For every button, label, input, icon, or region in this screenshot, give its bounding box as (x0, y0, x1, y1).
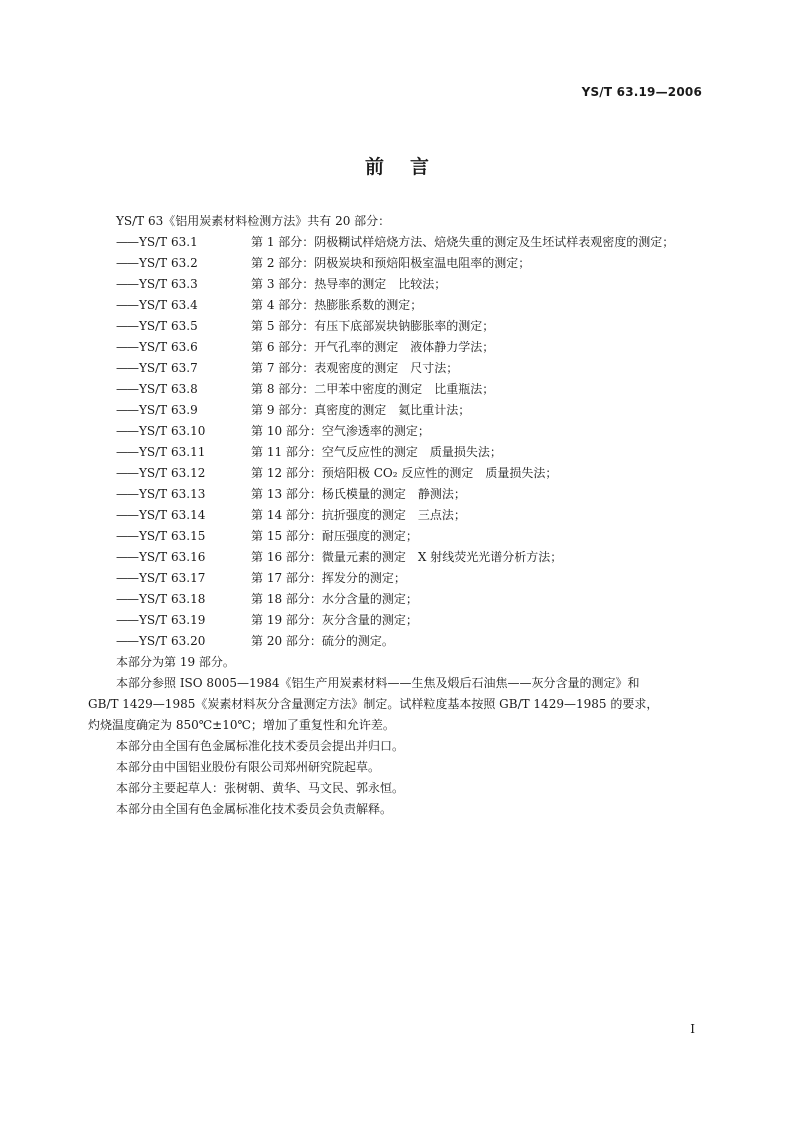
list-item: ——YS/T 63.8 第 8 部分：二甲苯中密度的测定 比重瓶法； (116, 382, 495, 396)
list-item: ——YS/T 63.7 第 7 部分：表观密度的测定 尺寸法； (116, 361, 459, 375)
list-item: ——YS/T 63.18 第 18 部分：水分含量的测定； (116, 592, 418, 606)
list-item: ——YS/T 63.3 第 3 部分：热导率的测定 比较法； (116, 277, 447, 291)
paragraph-proposed-by: 本部分由全国有色金属标准化技术委员会提出并归口。 (116, 739, 405, 753)
paragraph-reference-cont: GB/T 1429—1985《炭素材料灰分含量测定方法》制定。试样粒度基本按照 GB/T 1429—1985 的要求， (88, 697, 659, 711)
list-item: ——YS/T 63.6 第 6 部分：开气孔率的测定 液体静力学法； (116, 340, 495, 354)
list-item: ——YS/T 63.14 第 14 部分：抗折强度的测定 三点法； (116, 508, 466, 522)
paragraph-part-number: 本部分为第 19 部分。 (116, 655, 235, 669)
page-number: I (690, 1022, 695, 1036)
list-item: ——YS/T 63.9 第 9 部分：真密度的测定 氦比重计法； (116, 403, 471, 417)
list-item: ——YS/T 63.12 第 12 部分：预焙阳极 CO₂ 反应性的测定 质量损失法； (116, 466, 558, 480)
list-item: ——YS/T 63.15 第 15 部分：耐压强度的测定； (116, 529, 418, 543)
list-item: ——YS/T 63.5 第 5 部分：有压下底部炭块钠膨胀率的测定； (116, 319, 495, 333)
list-item: ——YS/T 63.4 第 4 部分：热膨胀系数的测定； (116, 298, 423, 312)
list-item: ——YS/T 63.11 第 11 部分：空气反应性的测定 质量损失法； (116, 445, 502, 459)
paragraph-drafters: 本部分主要起草人：张树朝、黄华、马文民、郭永恒。 (116, 781, 405, 795)
paragraph-drafted-by: 本部分由中国铝业股份有限公司郑州研究院起草。 (116, 760, 381, 774)
standard-code: YS/T 63.19—2006 (581, 85, 702, 99)
list-item: ——YS/T 63.10 第 10 部分：空气渗透率的测定； (116, 424, 430, 438)
paragraph-reference: 本部分参照 ISO 8005—1984《铝生产用炭素材料——生焦及煅后石油焦——灰分含量的测定》和 (116, 676, 640, 690)
list-item: ——YS/T 63.1 第 1 部分：阴极糊试样焙烧方法、焙烧失重的测定及生坯试样表观密度的测定； (116, 235, 675, 249)
list-item: ——YS/T 63.20 第 20 部分：硫分的测定。 (116, 634, 394, 648)
list-item: ——YS/T 63.19 第 19 部分：灰分含量的测定； (116, 613, 418, 627)
paragraph-interpretation: 本部分由全国有色金属标准化技术委员会负责解释。 (116, 802, 393, 816)
page-title: 前言 (364, 156, 455, 178)
document-body (88, 211, 708, 820)
list-item: ——YS/T 63.17 第 17 部分：挥发分的测定； (116, 571, 406, 585)
list-item: ——YS/T 63.13 第 13 部分：杨氏模量的测定 静测法； (116, 487, 466, 501)
parts-list (88, 232, 708, 652)
paragraph-reference-cont: 灼烧温度确定为 850℃±10℃；增加了重复性和允许差。 (88, 718, 395, 732)
intro-line: YS/T 63《铝用炭素材料检测方法》共有 20 部分： (116, 214, 391, 228)
list-item: ——YS/T 63.16 第 16 部分：微量元素的测定 X 射线荧光光谱分析方法； (116, 550, 563, 564)
list-item: ——YS/T 63.2 第 2 部分：阴极炭块和预焙阳极室温电阻率的测定； (116, 256, 531, 270)
